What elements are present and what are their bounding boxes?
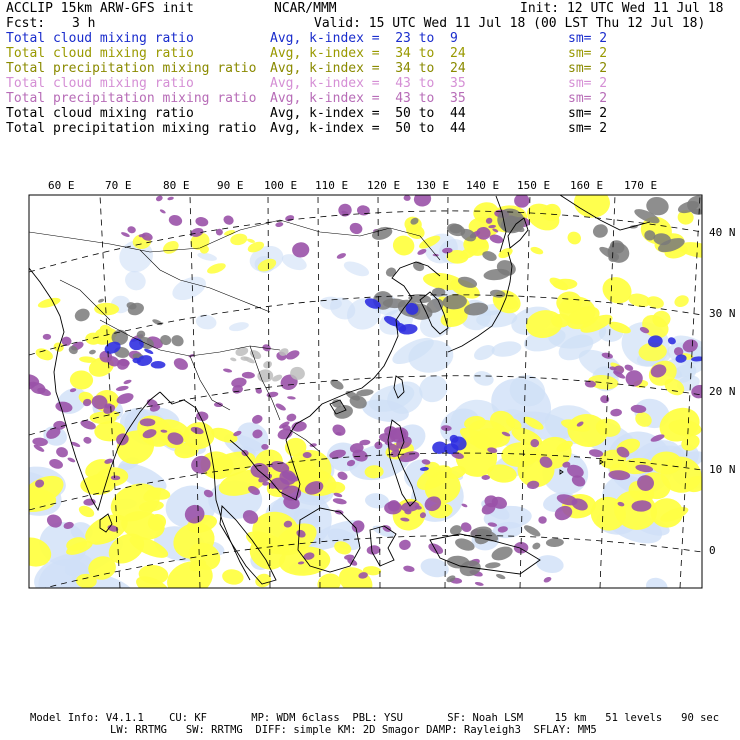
longitude-label: 100 E (264, 179, 298, 192)
purple-precip-patch (140, 418, 156, 426)
legend-smoothing: sm= 2 (568, 46, 608, 61)
legend-k-index: Avg, k-index = 34 to 24 (270, 46, 466, 61)
legend-smoothing: sm= 2 (568, 121, 608, 136)
longitude-label: 160 E (570, 179, 604, 192)
longitude-label: 170 E (624, 179, 658, 192)
longitude-label: 150 E (517, 179, 551, 192)
org-label: NCAR/MMM (274, 1, 337, 16)
longitude-label: 80 E (163, 179, 190, 192)
legend-field-name: Total cloud mixing ratio (6, 31, 194, 46)
longitude-label: 140 E (466, 179, 500, 192)
model-title: ACCLIP 15km ARW-GFS init (6, 1, 194, 16)
valid-time: Valid: 15 UTC Wed 11 Jul 18 (00 LST Thu 12 Jul 18) (314, 16, 706, 31)
longitude-label: 120 E (367, 179, 401, 192)
longitude-label: 90 E (217, 179, 244, 192)
legend-k-index: Avg, k-index = 34 to 24 (270, 61, 466, 76)
latitude-label: 30 N (709, 307, 736, 320)
legend-k-index: Avg, k-index = 43 to 35 (270, 76, 466, 91)
legend-smoothing: sm= 2 (568, 76, 608, 91)
latitude-label: 20 N (709, 385, 736, 398)
legend-k-index: Avg, k-index = 50 to 44 (270, 121, 466, 136)
legend-field-name: Total precipitation mixing ratio (6, 121, 257, 136)
longitude-label: 130 E (416, 179, 450, 192)
longitude-labels (48, 179, 657, 192)
blue-cloud-streak (151, 361, 166, 369)
legend-smoothing: sm= 2 (568, 106, 608, 121)
yellow-cloud-patch (651, 451, 682, 474)
longitude-label: 70 E (105, 179, 132, 192)
longitude-label: 60 E (48, 179, 75, 192)
legend-k-index: Avg, k-index = 43 to 35 (270, 91, 466, 106)
legend-field-name: Total precipitation mixing ratio (6, 91, 257, 106)
forecast-hours: 3 h (72, 16, 96, 31)
longitude-label: 110 E (315, 179, 349, 192)
meridian-line (20, 195, 29, 500)
latitude-labels (709, 226, 736, 557)
init-time: Init: 12 UTC Wed 11 Jul 18 (520, 1, 724, 16)
legend-smoothing: sm= 2 (568, 91, 608, 106)
legend-field-name: Total precipitation mixing ratio (6, 61, 257, 76)
model-info-line2: LW: RRTMG SW: RRTMG DIFF: simple KM: 2D Smagor DAMP: Rayleigh3 SFLAY: MM5 (110, 724, 597, 736)
latitude-label: 0 (709, 544, 716, 557)
legend-k-index: Avg, k-index = 23 to 9 (270, 31, 458, 46)
legend-smoothing: sm= 2 (568, 61, 608, 76)
latitude-label: 10 N (709, 463, 736, 476)
legend-field-name: Total cloud mixing ratio (6, 106, 194, 121)
legend-k-index: Avg, k-index = 50 to 44 (270, 106, 466, 121)
forecast-label: Fcst: (6, 16, 46, 31)
latitude-label: 40 N (709, 226, 736, 239)
legend-field-name: Total cloud mixing ratio (6, 46, 194, 61)
legend-smoothing: sm= 2 (568, 31, 608, 46)
model-info-line1: Model Info: V4.1.1 CU: KF MP: WDM 6class PBL: YSU SF: Noah LSM 15 km 51 levels 90 sec (30, 712, 720, 724)
legend-field-name: Total cloud mixing ratio (6, 76, 194, 91)
